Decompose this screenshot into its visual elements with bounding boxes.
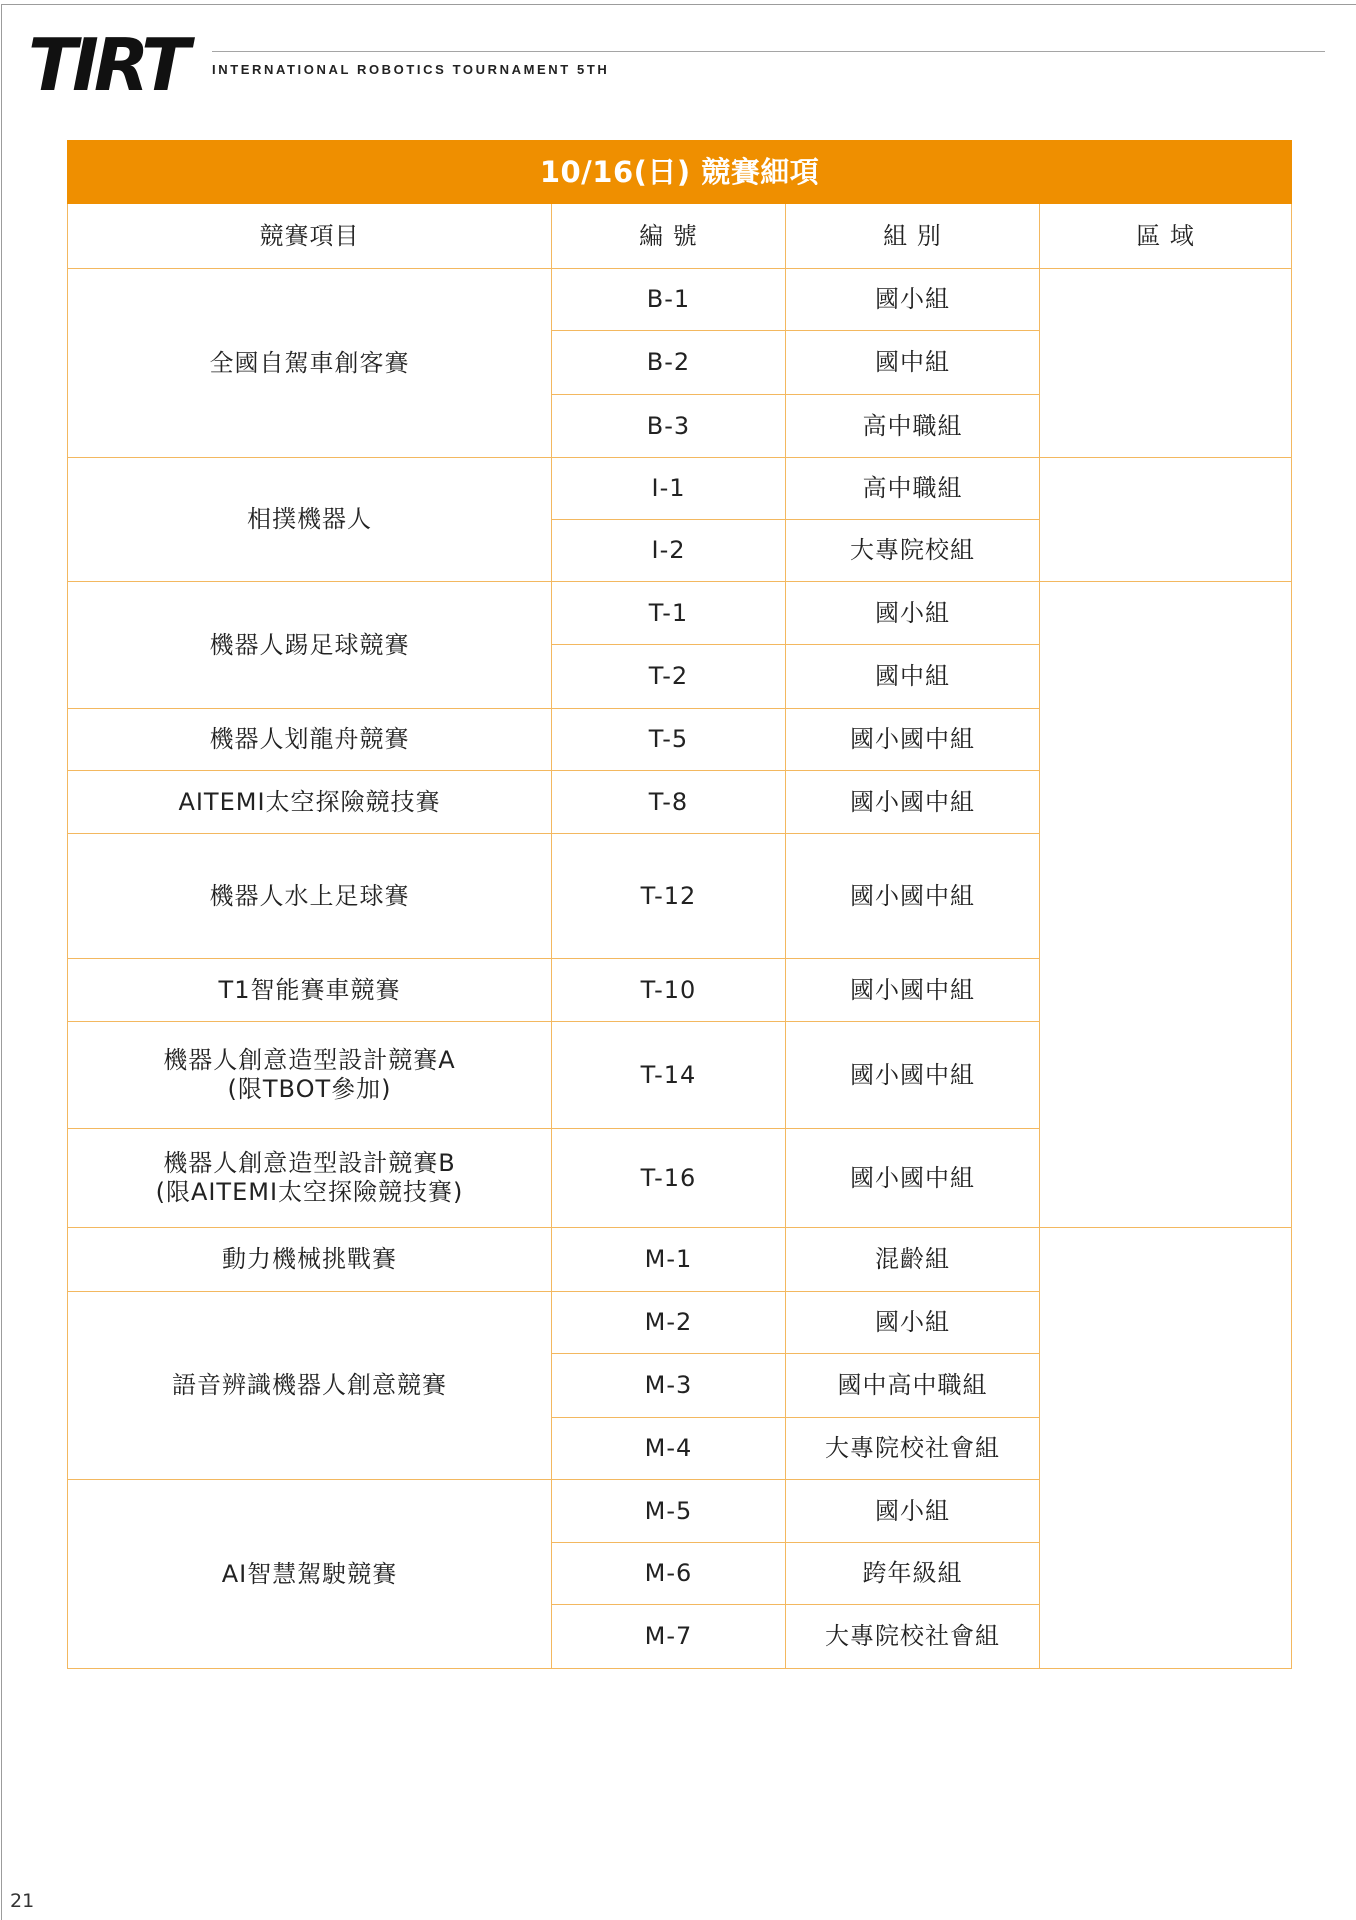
tournament-tagline: INTERNATIONAL ROBOTICS TOURNAMENT 5TH (212, 62, 610, 77)
column-header-area: 區 域 (1040, 204, 1292, 269)
group-cell: 國小國中組 (786, 959, 1040, 1022)
group-cell: 高中職組 (786, 458, 1040, 520)
table-body (68, 269, 1292, 1669)
table-title-row (68, 141, 1292, 204)
group-cell: 國小國中組 (786, 1129, 1040, 1228)
event-cell (68, 1022, 552, 1129)
code-cell: I-2 (552, 520, 786, 582)
code-cell: T-1 (552, 582, 786, 645)
table-row (68, 582, 1292, 645)
code-cell: M-3 (552, 1354, 786, 1418)
event-cell (68, 1228, 552, 1292)
group-cell: 國小組 (786, 582, 1040, 645)
event-note: (限AITEMI太空探險競技賽) (155, 1178, 464, 1206)
event-cell (68, 1292, 552, 1480)
event-cell (68, 771, 552, 834)
event-cell (68, 458, 552, 582)
code-cell: T-16 (552, 1129, 786, 1228)
code-cell: B-3 (552, 395, 786, 458)
code-cell: T-14 (552, 1022, 786, 1129)
area-cell (1040, 1228, 1292, 1669)
event-name: 機器人踢足球競賽 (209, 630, 410, 659)
code-cell: T-8 (552, 771, 786, 834)
code-cell: M-1 (552, 1228, 786, 1292)
event-name: 語音辨識機器人創意競賽 (172, 1371, 447, 1399)
event-cell (68, 1480, 552, 1669)
code-cell: M-5 (552, 1480, 786, 1543)
group-cell: 高中職組 (786, 395, 1040, 458)
code-cell: M-6 (552, 1543, 786, 1605)
column-header-row (68, 204, 1292, 269)
group-cell: 國小國中組 (786, 709, 1040, 771)
area-cell (1040, 458, 1292, 582)
group-cell: 大專院校社會組 (786, 1605, 1040, 1669)
event-name: 機器人水上足球賽 (209, 881, 410, 910)
code-cell: T-2 (552, 645, 786, 709)
table-row (68, 1228, 1292, 1292)
code-cell: T-5 (552, 709, 786, 771)
table-row (68, 269, 1292, 331)
event-name: 全國自駕車創客賽 (209, 348, 410, 377)
event-name: 相撲機器人 (247, 505, 372, 533)
code-cell: M-4 (552, 1418, 786, 1480)
event-cell (68, 834, 552, 959)
column-header-event: 競賽項目 (68, 204, 552, 269)
code-cell: B-2 (552, 331, 786, 395)
group-cell: 國小組 (786, 1480, 1040, 1543)
event-name: 動力機械挑戰賽 (222, 1245, 397, 1273)
area-cell (1040, 269, 1292, 458)
event-name: AITEMI太空探險競技賽 (178, 787, 441, 816)
event-name: 機器人划龍舟競賽 (209, 725, 410, 753)
column-header-group: 組 別 (786, 204, 1040, 269)
table-row (68, 458, 1292, 520)
page-number: 21 (10, 1890, 35, 1912)
event-name: T1智能賽車競賽 (218, 975, 401, 1004)
event-name: AI智慧駕駛競賽 (221, 1559, 398, 1588)
group-cell: 混齡組 (786, 1228, 1040, 1292)
code-cell: B-1 (552, 269, 786, 331)
code-cell: T-10 (552, 959, 786, 1022)
event-cell (68, 1129, 552, 1228)
group-cell: 國小國中組 (786, 771, 1040, 834)
table-title: 10/16(日) 競賽細項 (68, 141, 1292, 204)
code-cell: M-2 (552, 1292, 786, 1354)
tirt-logo: TIRT (28, 23, 186, 107)
event-cell (68, 709, 552, 771)
group-cell: 大專院校組 (786, 520, 1040, 582)
event-cell (68, 269, 552, 458)
group-cell: 大專院校社會組 (786, 1418, 1040, 1480)
group-cell: 國小組 (786, 1292, 1040, 1354)
competition-schedule-table (67, 140, 1292, 1669)
group-cell: 國中組 (786, 331, 1040, 395)
group-cell: 跨年級組 (786, 1543, 1040, 1605)
event-note: (限TBOT參加) (227, 1075, 392, 1103)
group-cell: 國中組 (786, 645, 1040, 709)
event-cell (68, 959, 552, 1022)
event-cell (68, 582, 552, 709)
area-cell (1040, 582, 1292, 1228)
group-cell: 國小國中組 (786, 834, 1040, 959)
group-cell: 國中高中職組 (786, 1354, 1040, 1418)
header-rule (212, 51, 1325, 52)
event-name: 機器人創意造型設計競賽A (163, 1046, 456, 1074)
event-name: 機器人創意造型設計競賽B (163, 1149, 456, 1177)
code-cell: T-12 (552, 834, 786, 959)
group-cell: 國小組 (786, 269, 1040, 331)
column-header-code: 編 號 (552, 204, 786, 269)
code-cell: M-7 (552, 1605, 786, 1669)
code-cell: I-1 (552, 458, 786, 520)
group-cell: 國小國中組 (786, 1022, 1040, 1129)
